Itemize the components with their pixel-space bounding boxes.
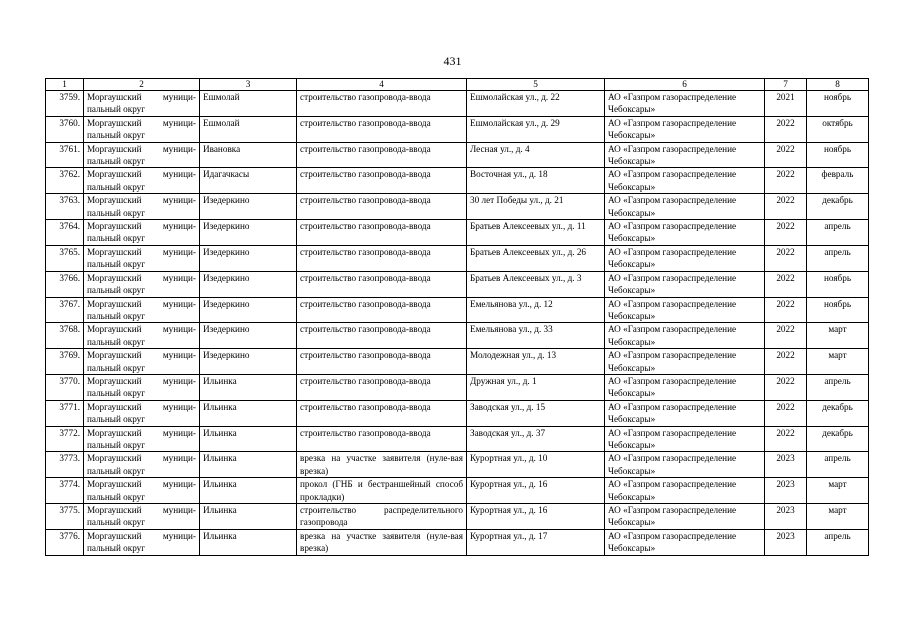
table-row bbox=[46, 504, 869, 530]
operator-cell: АО «Газпром газораспределение Чебоксары» bbox=[605, 194, 765, 220]
work-type-cell: врезка на участке заявителя (нуле-вая врезка) bbox=[297, 529, 467, 555]
municipality-cell: Моргаушский муници-пальный округ bbox=[84, 142, 200, 168]
municipality-cell: Моргаушский муници-пальный округ bbox=[84, 478, 200, 504]
year-cell: 2022 bbox=[765, 297, 807, 323]
municipality-cell: Моргаушский муници-пальный округ bbox=[84, 116, 200, 142]
municipality-cell: Моргаушский муници-пальный округ bbox=[84, 374, 200, 400]
month-cell: октябрь bbox=[807, 116, 869, 142]
work-type-cell: строительство газопровода-ввода bbox=[297, 245, 467, 271]
month-cell: апрель bbox=[807, 529, 869, 555]
month-cell: ноябрь bbox=[807, 271, 869, 297]
address-cell: Лесная ул., д. 4 bbox=[467, 142, 605, 168]
column-header: 5 bbox=[467, 79, 605, 91]
row-number: 3759. bbox=[46, 91, 84, 117]
year-cell: 2022 bbox=[765, 168, 807, 194]
locality-cell: Изедеркино bbox=[200, 349, 297, 375]
work-type-cell: строительство газопровода-ввода bbox=[297, 374, 467, 400]
operator-cell: АО «Газпром газораспределение Чебоксары» bbox=[605, 271, 765, 297]
work-type-cell: строительство газопровода-ввода bbox=[297, 323, 467, 349]
table-row bbox=[46, 116, 869, 142]
address-cell: Курортная ул., д. 17 bbox=[467, 529, 605, 555]
row-number: 3762. bbox=[46, 168, 84, 194]
work-type-cell: строительство газопровода-ввода bbox=[297, 400, 467, 426]
row-number: 3769. bbox=[46, 349, 84, 375]
locality-cell: Ильинка bbox=[200, 426, 297, 452]
locality-cell: Ильинка bbox=[200, 529, 297, 555]
address-cell: Дружная ул., д. 1 bbox=[467, 374, 605, 400]
month-cell: апрель bbox=[807, 452, 869, 478]
operator-cell: АО «Газпром газораспределение Чебоксары» bbox=[605, 374, 765, 400]
column-header: 6 bbox=[605, 79, 765, 91]
locality-cell: Изедеркино bbox=[200, 194, 297, 220]
table-row bbox=[46, 452, 869, 478]
municipality-cell: Моргаушский муници-пальный округ bbox=[84, 297, 200, 323]
table-row bbox=[46, 271, 869, 297]
municipality-cell: Моргаушский муници-пальный округ bbox=[84, 168, 200, 194]
table-row bbox=[46, 426, 869, 452]
municipality-cell: Моргаушский муници-пальный округ bbox=[84, 323, 200, 349]
row-number: 3765. bbox=[46, 245, 84, 271]
row-number: 3760. bbox=[46, 116, 84, 142]
row-number: 3761. bbox=[46, 142, 84, 168]
work-type-cell: строительство газопровода-ввода bbox=[297, 168, 467, 194]
operator-cell: АО «Газпром газораспределение Чебоксары» bbox=[605, 529, 765, 555]
work-type-cell: строительство газопровода-ввода bbox=[297, 116, 467, 142]
locality-cell: Изедеркино bbox=[200, 245, 297, 271]
row-number: 3768. bbox=[46, 323, 84, 349]
address-cell: 30 лет Победы ул., д. 21 bbox=[467, 194, 605, 220]
locality-cell: Ильинка bbox=[200, 478, 297, 504]
locality-cell: Ешмолай bbox=[200, 116, 297, 142]
work-type-cell: строительство газопровода-ввода bbox=[297, 220, 467, 246]
year-cell: 2022 bbox=[765, 245, 807, 271]
operator-cell: АО «Газпром газораспределение Чебоксары» bbox=[605, 245, 765, 271]
month-cell: март bbox=[807, 349, 869, 375]
operator-cell: АО «Газпром газораспределение Чебоксары» bbox=[605, 168, 765, 194]
year-cell: 2022 bbox=[765, 194, 807, 220]
month-cell: март bbox=[807, 323, 869, 349]
municipality-cell: Моргаушский муници-пальный округ bbox=[84, 194, 200, 220]
municipality-cell: Моргаушский муници-пальный округ bbox=[84, 400, 200, 426]
month-cell: февраль bbox=[807, 168, 869, 194]
table-row bbox=[46, 142, 869, 168]
month-cell: апрель bbox=[807, 245, 869, 271]
month-cell: март bbox=[807, 478, 869, 504]
year-cell: 2022 bbox=[765, 400, 807, 426]
gas-connection-table bbox=[45, 78, 869, 556]
address-cell: Братьев Алексеевых ул., д. 11 bbox=[467, 220, 605, 246]
table-row bbox=[46, 529, 869, 555]
work-type-cell: строительство газопровода-ввода bbox=[297, 349, 467, 375]
locality-cell: Ильинка bbox=[200, 374, 297, 400]
address-cell: Курортная ул., д. 10 bbox=[467, 452, 605, 478]
address-cell: Ешмолайская ул., д. 22 bbox=[467, 91, 605, 117]
row-number: 3772. bbox=[46, 426, 84, 452]
operator-cell: АО «Газпром газораспределение Чебоксары» bbox=[605, 452, 765, 478]
address-cell: Курортная ул., д. 16 bbox=[467, 478, 605, 504]
municipality-cell: Моргаушский муници-пальный округ bbox=[84, 452, 200, 478]
locality-cell: Ивановка bbox=[200, 142, 297, 168]
municipality-cell: Моргаушский муници-пальный округ bbox=[84, 220, 200, 246]
month-cell: декабрь bbox=[807, 426, 869, 452]
year-cell: 2022 bbox=[765, 426, 807, 452]
year-cell: 2022 bbox=[765, 374, 807, 400]
table-row bbox=[46, 220, 869, 246]
address-cell: Молодежная ул., д. 13 bbox=[467, 349, 605, 375]
operator-cell: АО «Газпром газораспределение Чебоксары» bbox=[605, 220, 765, 246]
month-cell: апрель bbox=[807, 220, 869, 246]
operator-cell: АО «Газпром газораспределение Чебоксары» bbox=[605, 116, 765, 142]
operator-cell: АО «Газпром газораспределение Чебоксары» bbox=[605, 504, 765, 530]
month-cell: декабрь bbox=[807, 400, 869, 426]
row-number: 3774. bbox=[46, 478, 84, 504]
table-row bbox=[46, 91, 869, 117]
column-header: 1 bbox=[46, 79, 84, 91]
table-row bbox=[46, 374, 869, 400]
row-number: 3776. bbox=[46, 529, 84, 555]
table-row bbox=[46, 194, 869, 220]
work-type-cell: строительство распределительного газопровода bbox=[297, 504, 467, 530]
year-cell: 2022 bbox=[765, 271, 807, 297]
table-body bbox=[46, 91, 869, 556]
table-row bbox=[46, 478, 869, 504]
locality-cell: Идагачкасы bbox=[200, 168, 297, 194]
year-cell: 2021 bbox=[765, 91, 807, 117]
year-cell: 2022 bbox=[765, 116, 807, 142]
month-cell: декабрь bbox=[807, 194, 869, 220]
row-number: 3771. bbox=[46, 400, 84, 426]
year-cell: 2023 bbox=[765, 529, 807, 555]
work-type-cell: врезка на участке заявителя (нуле-вая врезка) bbox=[297, 452, 467, 478]
operator-cell: АО «Газпром газораспределение Чебоксары» bbox=[605, 426, 765, 452]
address-cell: Братьев Алексеевых ул., д. 26 bbox=[467, 245, 605, 271]
locality-cell: Изедеркино bbox=[200, 323, 297, 349]
row-number: 3766. bbox=[46, 271, 84, 297]
municipality-cell: Моргаушский муници-пальный округ bbox=[84, 349, 200, 375]
municipality-cell: Моргаушский муници-пальный округ bbox=[84, 504, 200, 530]
column-header: 3 bbox=[200, 79, 297, 91]
row-number: 3773. bbox=[46, 452, 84, 478]
operator-cell: АО «Газпром газораспределение Чебоксары» bbox=[605, 478, 765, 504]
locality-cell: Изедеркино bbox=[200, 297, 297, 323]
work-type-cell: строительство газопровода-ввода bbox=[297, 91, 467, 117]
column-number-row bbox=[46, 79, 869, 91]
address-cell: Восточная ул., д. 18 bbox=[467, 168, 605, 194]
locality-cell: Ешмолай bbox=[200, 91, 297, 117]
year-cell: 2023 bbox=[765, 478, 807, 504]
address-cell: Емельянова ул., д. 12 bbox=[467, 297, 605, 323]
month-cell: апрель bbox=[807, 374, 869, 400]
work-type-cell: строительство газопровода-ввода bbox=[297, 426, 467, 452]
table-row bbox=[46, 297, 869, 323]
work-type-cell: строительство газопровода-ввода bbox=[297, 271, 467, 297]
month-cell: ноябрь bbox=[807, 142, 869, 168]
address-cell: Ешмолайская ул., д. 29 bbox=[467, 116, 605, 142]
table-row bbox=[46, 400, 869, 426]
address-cell: Заводская ул., д. 37 bbox=[467, 426, 605, 452]
operator-cell: АО «Газпром газораспределение Чебоксары» bbox=[605, 91, 765, 117]
municipality-cell: Моргаушский муници-пальный округ bbox=[84, 426, 200, 452]
municipality-cell: Моргаушский муници-пальный округ bbox=[84, 529, 200, 555]
column-header: 8 bbox=[807, 79, 869, 91]
municipality-cell: Моргаушский муници-пальный округ bbox=[84, 245, 200, 271]
column-header: 7 bbox=[765, 79, 807, 91]
column-header: 4 bbox=[297, 79, 467, 91]
address-cell: Братьев Алексеевых ул., д. 3 bbox=[467, 271, 605, 297]
month-cell: март bbox=[807, 504, 869, 530]
page-number: 431 bbox=[443, 54, 462, 68]
address-cell: Заводская ул., д. 15 bbox=[467, 400, 605, 426]
month-cell: ноябрь bbox=[807, 91, 869, 117]
table-row bbox=[46, 168, 869, 194]
year-cell: 2022 bbox=[765, 323, 807, 349]
table-row bbox=[46, 323, 869, 349]
locality-cell: Ильинка bbox=[200, 504, 297, 530]
address-cell: Емельянова ул., д. 33 bbox=[467, 323, 605, 349]
operator-cell: АО «Газпром газораспределение Чебоксары» bbox=[605, 142, 765, 168]
year-cell: 2023 bbox=[765, 452, 807, 478]
year-cell: 2022 bbox=[765, 349, 807, 375]
work-type-cell: строительство газопровода-ввода bbox=[297, 142, 467, 168]
year-cell: 2022 bbox=[765, 220, 807, 246]
row-number: 3767. bbox=[46, 297, 84, 323]
operator-cell: АО «Газпром газораспределение Чебоксары» bbox=[605, 349, 765, 375]
operator-cell: АО «Газпром газораспределение Чебоксары» bbox=[605, 297, 765, 323]
municipality-cell: Моргаушский муници-пальный округ bbox=[84, 91, 200, 117]
row-number: 3775. bbox=[46, 504, 84, 530]
locality-cell: Изедеркино bbox=[200, 220, 297, 246]
row-number: 3763. bbox=[46, 194, 84, 220]
year-cell: 2022 bbox=[765, 142, 807, 168]
work-type-cell: строительство газопровода-ввода bbox=[297, 297, 467, 323]
row-number: 3764. bbox=[46, 220, 84, 246]
operator-cell: АО «Газпром газораспределение Чебоксары» bbox=[605, 400, 765, 426]
table-row bbox=[46, 349, 869, 375]
year-cell: 2023 bbox=[765, 504, 807, 530]
locality-cell: Ильинка bbox=[200, 452, 297, 478]
work-type-cell: строительство газопровода-ввода bbox=[297, 194, 467, 220]
table-row bbox=[46, 245, 869, 271]
column-header: 2 bbox=[84, 79, 200, 91]
work-type-cell: прокол (ГНБ и бестраншейный способ прокладки) bbox=[297, 478, 467, 504]
month-cell: ноябрь bbox=[807, 297, 869, 323]
operator-cell: АО «Газпром газораспределение Чебоксары» bbox=[605, 323, 765, 349]
municipality-cell: Моргаушский муници-пальный округ bbox=[84, 271, 200, 297]
row-number: 3770. bbox=[46, 374, 84, 400]
address-cell: Курортная ул., д. 16 bbox=[467, 504, 605, 530]
locality-cell: Ильинка bbox=[200, 400, 297, 426]
locality-cell: Изедеркино bbox=[200, 271, 297, 297]
